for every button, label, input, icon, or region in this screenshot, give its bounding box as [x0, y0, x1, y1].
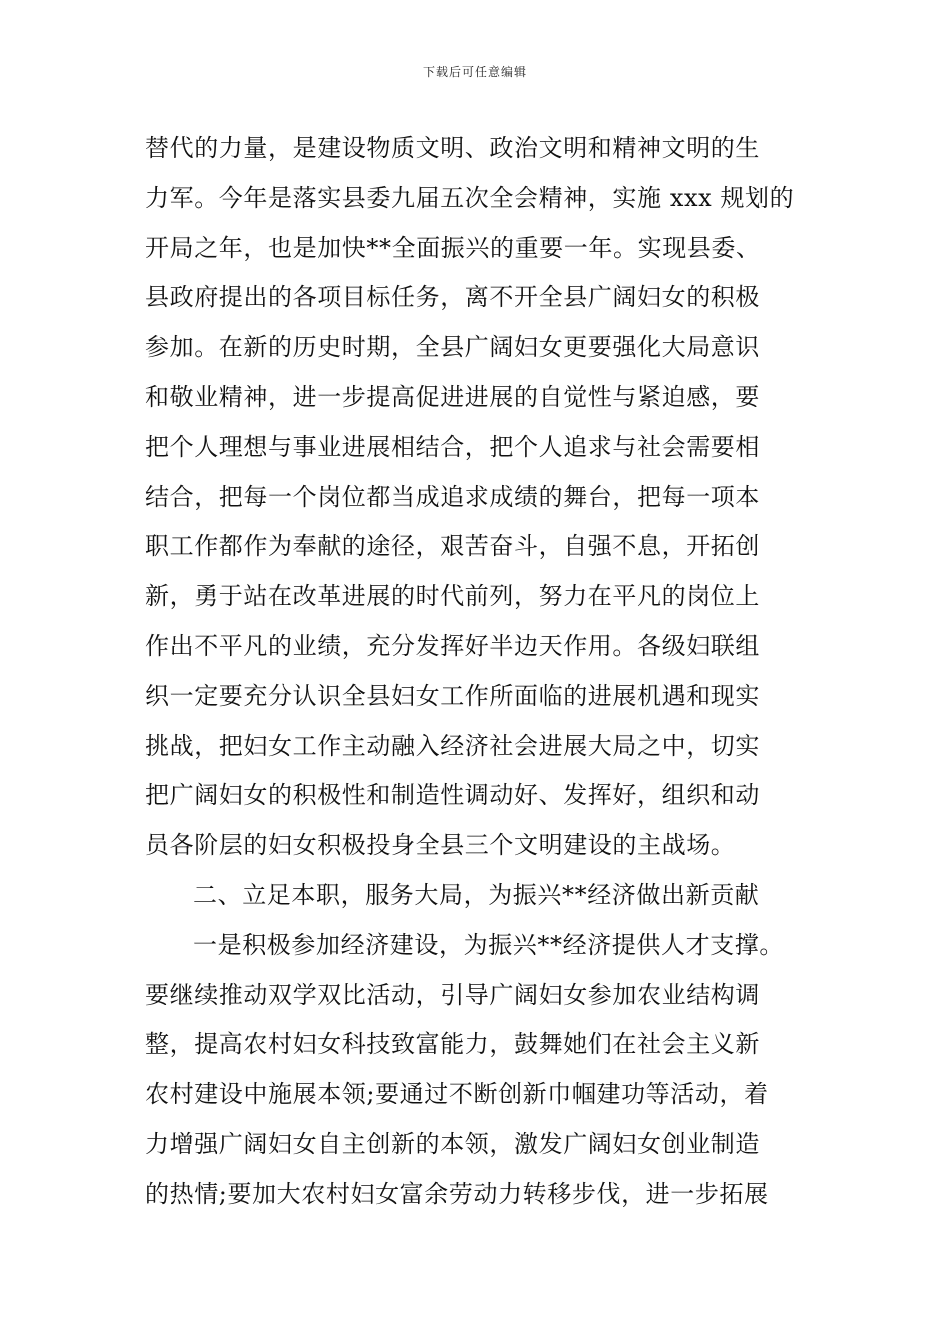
text-line: 力增强广阔妇女自主创新的本领，激发广阔妇女创业制造 — [145, 1129, 760, 1158]
section-heading: 二、立足本职，服务大局，为振兴**经济做出新贡献 — [193, 880, 760, 909]
text-line: 县政府提出的各项目标任务，离不开全县广阔妇女的积极 — [145, 283, 760, 312]
text-line: 把广阔妇女的积极性和制造性调动好、发挥好，组织和动 — [145, 781, 760, 810]
text-line: 的热情;要加大农村妇女富余劳动力转移步伐，进一步拓展 — [145, 1179, 769, 1208]
text-line: 开局之年，也是加快**全面振兴的重要一年。实现县委、 — [145, 233, 761, 262]
document-body — [145, 124, 845, 1220]
text-line: 农村建设中施展本领;要通过不断创新巾帼建功等活动，着 — [145, 1080, 769, 1109]
text-line: 整，提高农村妇女科技致富能力，鼓舞她们在社会主义新 — [145, 1030, 760, 1059]
text-line: 和敬业精神，进一步提高促进进展的自觉性与紧迫感，要 — [145, 382, 760, 411]
text-line: 新，勇于站在改革进展的时代前列，努力在平凡的岗位上 — [145, 582, 760, 611]
text-line: 一是积极参加经济建设，为振兴**经济提供人才支撑。 — [193, 930, 784, 959]
text-line: 参加。在新的历史时期，全县广阔妇女更要强化大局意识 — [145, 333, 760, 362]
text-line: 作出不平凡的业绩，充分发挥好半边天作用。各级妇联组 — [145, 631, 760, 660]
text-line: 把个人理想与事业进展相结合，把个人追求与社会需要相 — [145, 432, 760, 461]
text-line: 替代的力量，是建设物质文明、政治文明和精神文明的生 — [145, 134, 760, 162]
text-line: 要继续推动双学双比活动，引导广阔妇女参加农业结构调 — [145, 980, 760, 1009]
text-line: 挑战，把妇女工作主动融入经济社会进展大局之中，切实 — [145, 731, 760, 760]
text-line: 织一定要充分认识全县妇女工作所面临的进展机遇和现实 — [145, 681, 760, 710]
text-line: 职工作都作为奉献的途径，艰苦奋斗，自强不息，开拓创 — [145, 532, 760, 561]
text-line: 结合，把每一个岗位都当成追求成绩的舞台，把每一项本 — [145, 482, 760, 511]
page-header-note: 下载后可任意编辑 — [422, 65, 527, 79]
text-line: 力军。今年是落实县委九届五次全会精神，实施 xxx 规划的 — [145, 183, 795, 212]
text-line: 员各阶层的妇女积极投身全县三个文明建设的主战场。 — [145, 831, 736, 860]
